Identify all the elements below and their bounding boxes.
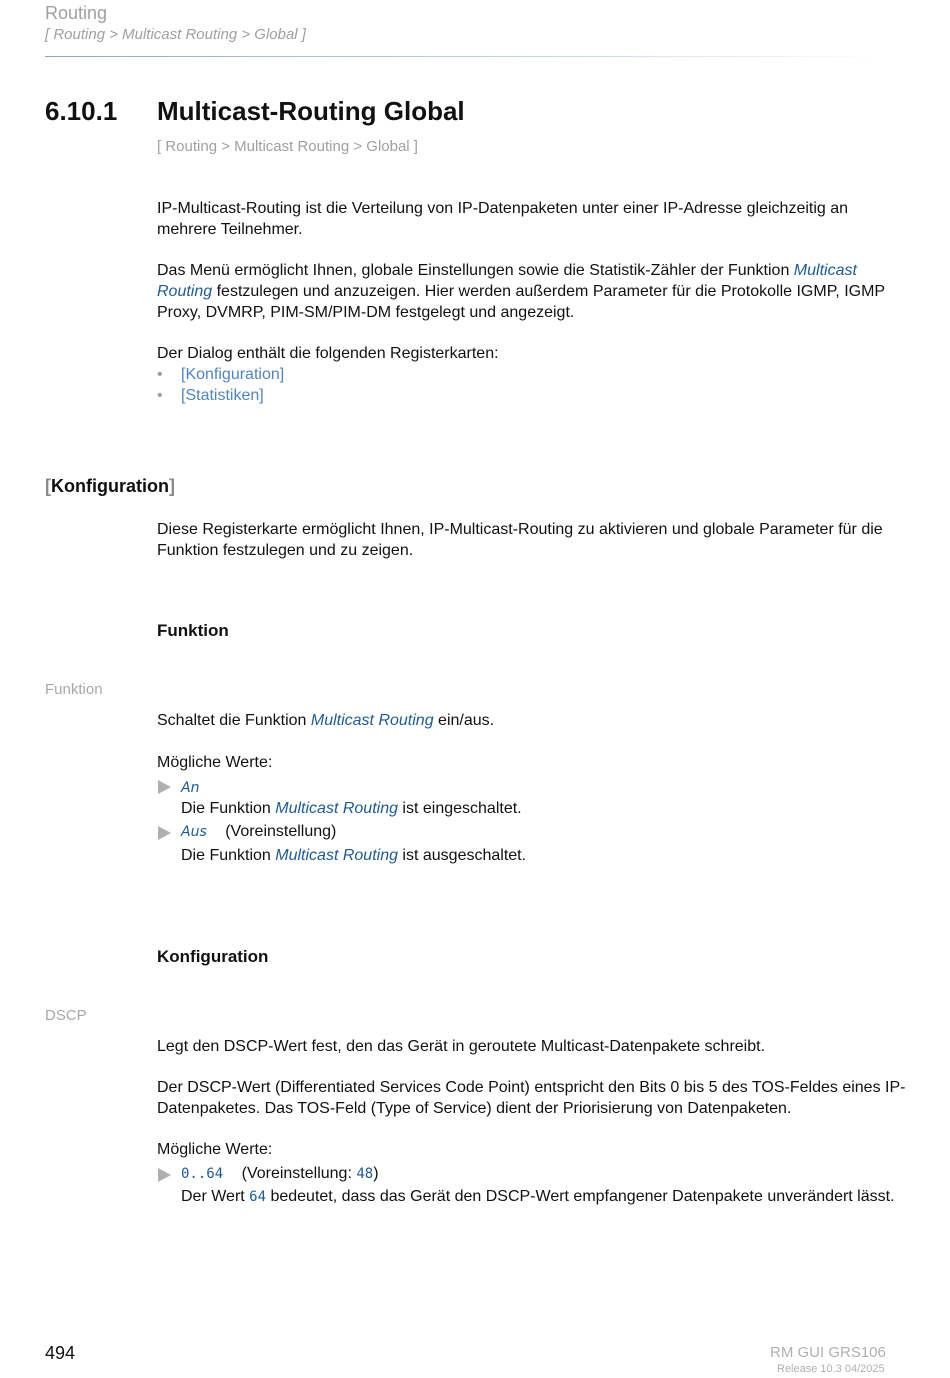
triangle-bullet-icon (158, 826, 171, 840)
tab-link-konfiguration[interactable]: [Konfiguration] (181, 366, 285, 383)
default-note: (Voreinstellung: (241, 1165, 357, 1182)
value-literal: 64 (249, 1189, 267, 1205)
value-text: Die Funktion (181, 847, 276, 864)
value-text: Die Funktion (181, 800, 276, 817)
section-breadcrumb: [ Routing > Multicast Routing > Global ] (157, 138, 418, 155)
value-aus (181, 823, 336, 841)
value-text: Der Wert (181, 1188, 250, 1205)
tab-description: Diese Registerkarte ermöglicht Ihnen, IP-Multicast-Routing zu aktivieren und globale Parameter für die Funktion festzulegen und zu zeigen. (157, 521, 883, 559)
section-title: Multicast-Routing Global (157, 96, 465, 126)
intro-paragraph: IP-Multicast-Routing ist die Verteilung von IP-Datenpaketen unter einer IP-Adresse gleichzeitig an mehrere Teilnehmer. (157, 200, 849, 238)
bullet-icon: • (157, 387, 163, 404)
bracket-open: [ (45, 476, 51, 496)
running-header-title: Routing (45, 3, 108, 23)
function-name: Multicast Routing (157, 262, 857, 300)
value-text: bedeutet, dass das Gerät den DSCP-Wert empfangener Datenpakete unverändert lässt. (266, 1188, 895, 1205)
dscp-range-value (181, 1165, 379, 1183)
intro-paragraph-menu (157, 260, 907, 323)
funktion-description (157, 710, 907, 731)
funktion-values-label: Mögliche Werte: (157, 754, 273, 771)
page-number: 494 (45, 1343, 76, 1363)
dscp-range-description (181, 1186, 906, 1208)
value-name: An (181, 780, 200, 796)
triangle-bullet-icon (158, 1168, 171, 1182)
section-number: 6.10.1 (45, 96, 118, 126)
funktion-heading: Funktion (157, 621, 229, 640)
dscp-description: Legt den DSCP-Wert fest, den das Gerät in geroutete Multicast-Datenpakete schreibt. (157, 1038, 766, 1055)
konfiguration-heading: Konfiguration (157, 947, 269, 966)
dscp-margin-label: DSCP (45, 1007, 87, 1024)
footer-release: Release 10.3 04/2025 (777, 1363, 885, 1375)
intro-text: Das Menü ermöglicht Ihnen, globale Einstellungen sowie die Statistik-Zähler der Funktion (157, 262, 794, 279)
function-name: Multicast Routing (275, 847, 398, 864)
intro-tabs-label: Der Dialog enthält die folgenden Registerkarten: (157, 345, 499, 362)
function-name: Multicast Routing (275, 800, 398, 817)
default-note: (Voreinstellung) (225, 823, 337, 840)
value-an (181, 779, 199, 797)
intro-text: festzulegen und anzuzeigen. Hier werden außerdem Parameter für die Protokolle IGMP, IGMP Proxy, DVMRP, PIM-SM/PIM-DM festgelegt und angezeigt. (157, 283, 885, 321)
default-note-close: ) (373, 1165, 379, 1182)
funktion-text: Schaltet die Funktion (157, 712, 311, 729)
tab-heading-label: Konfiguration (51, 476, 169, 496)
bullet-icon: • (157, 366, 163, 383)
footer-document: RM GUI GRS106 (770, 1344, 886, 1361)
funktion-text: ein/aus. (433, 712, 495, 729)
default-value: 48 (356, 1166, 374, 1182)
header-divider (45, 56, 885, 57)
value-name: Aus (181, 824, 207, 840)
value-text: ist ausgeschaltet. (397, 847, 527, 864)
running-header-path: [ Routing > Multicast Routing > Global ] (45, 26, 306, 43)
funktion-margin-label: Funktion (45, 681, 103, 698)
function-name: Multicast Routing (310, 712, 434, 729)
bracket-close: ] (168, 476, 175, 496)
tab-link-statistiken[interactable]: [Statistiken] (181, 387, 264, 404)
value-range: 0..64 (181, 1166, 224, 1182)
value-text: ist eingeschaltet. (397, 800, 522, 817)
value-aus-description (181, 845, 901, 866)
value-an-description (181, 798, 901, 819)
triangle-bullet-icon (158, 780, 171, 794)
dscp-values-label: Mögliche Werte: (157, 1141, 273, 1158)
tab-heading (45, 476, 175, 497)
dscp-explanation: Der DSCP-Wert (Differentiated Services Code Point) entspricht den Bits 0 bis 5 des TOS-Feldes eines IP-Datenpaketes. Das TOS-Feld (Type of Service) dient der Priorisierung von Datenpaketen. (157, 1079, 906, 1117)
